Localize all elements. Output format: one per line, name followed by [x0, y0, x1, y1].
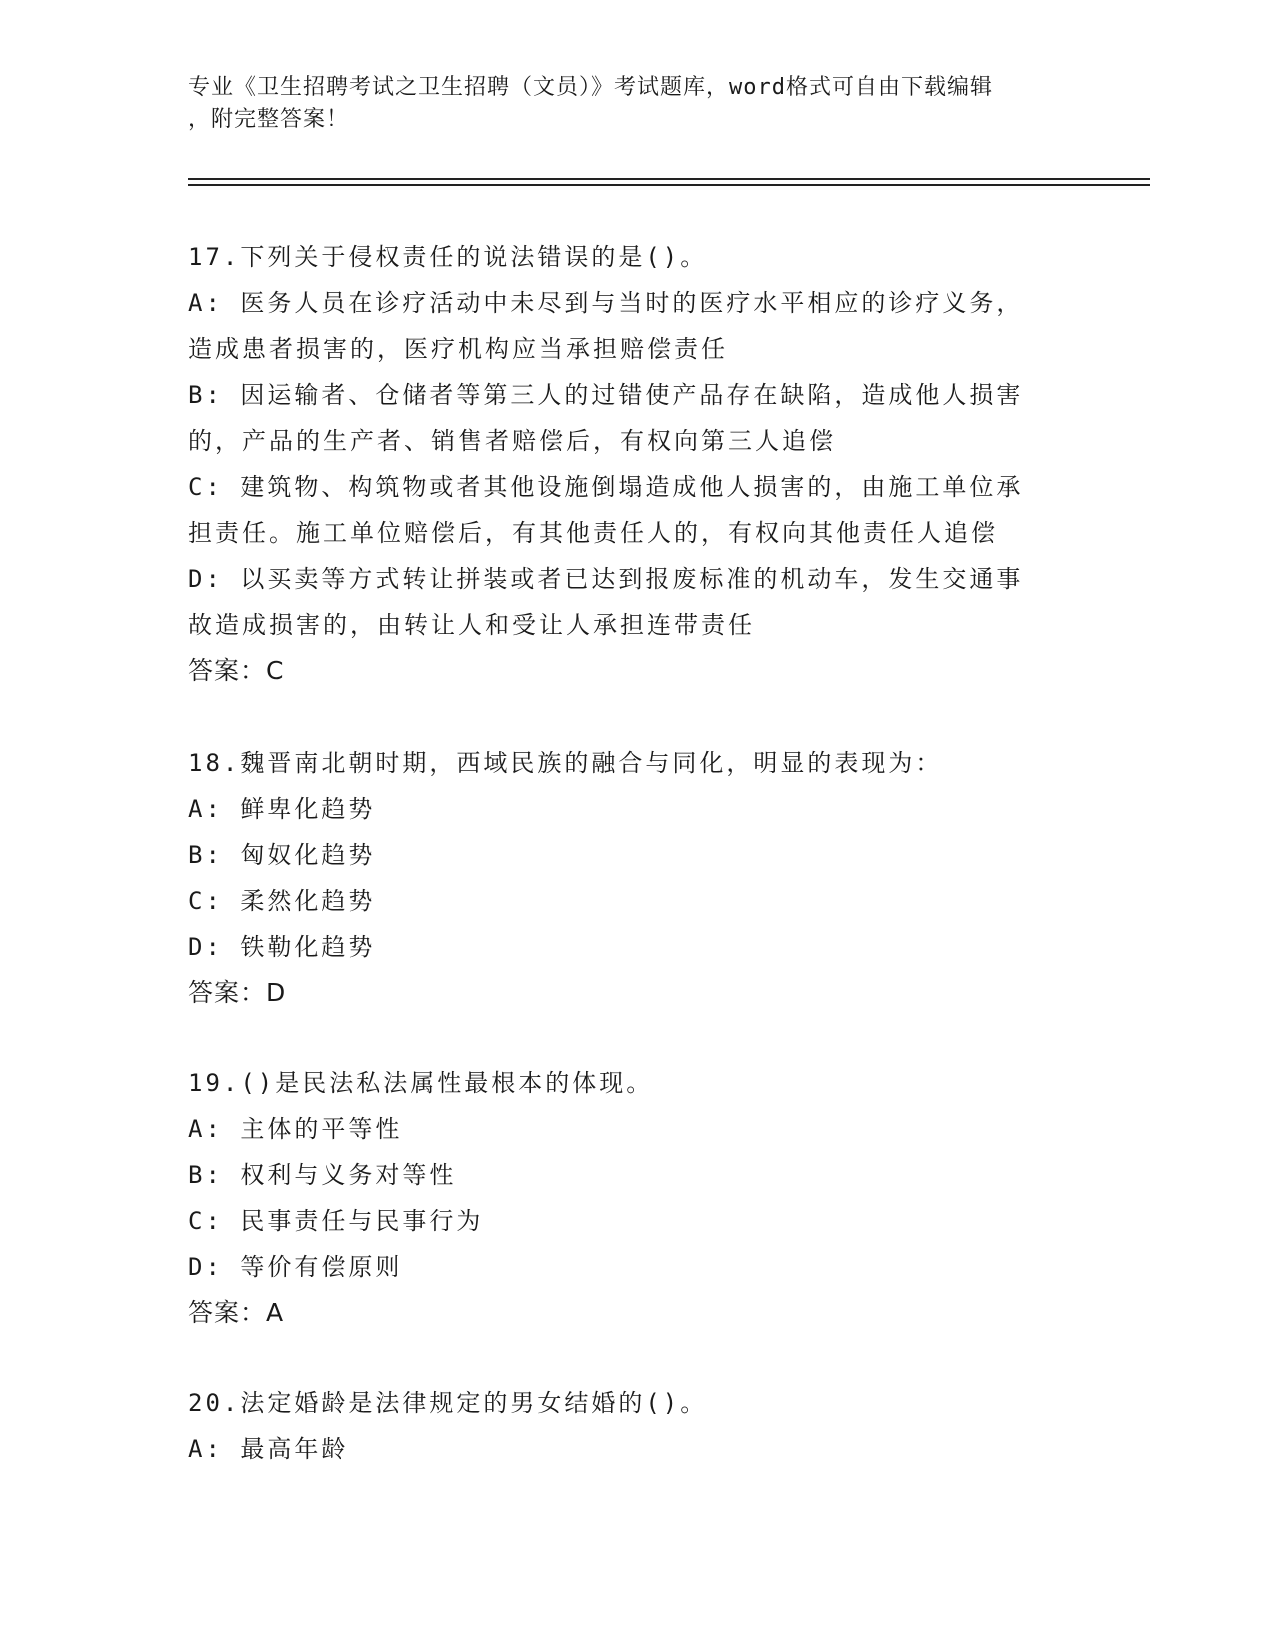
option-a: A: 最高年龄: [188, 1435, 349, 1463]
document-header: [188, 72, 1088, 136]
question-19: [188, 1060, 1088, 1336]
option-b: B: 权利与义务对等性: [188, 1161, 457, 1189]
answer-label: 答案：D: [188, 978, 287, 1007]
question-20: [188, 1380, 1088, 1472]
header-divider-top: [188, 178, 1150, 180]
option-d: D: 等价有偿原则: [188, 1253, 403, 1281]
option-d: D: 铁勒化趋势: [188, 933, 376, 961]
option-c: C: 民事责任与民事行为: [188, 1207, 484, 1235]
option-a: A: 鲜卑化趋势: [188, 795, 376, 823]
header-line-1: 专业《卫生招聘考试之卫生招聘（文员）》考试题库，word格式可自由下载编辑: [188, 75, 993, 100]
option-line: 造成患者损害的，医疗机构应当承担赔偿责任: [188, 335, 728, 363]
option-a: A: 主体的平等性: [188, 1115, 403, 1143]
option-line: B: 因运输者、仓储者等第三人的过错使产品存在缺陷，造成他人损害: [188, 381, 1024, 409]
option-line: D: 以买卖等方式转让拼装或者已达到报废标准的机动车，发生交通事: [188, 565, 1024, 593]
question-stem: 19.()是民法私法属性最根本的体现。: [188, 1069, 654, 1097]
option-line: 担责任。施工单位赔偿后，有其他责任人的，有权向其他责任人追偿: [188, 519, 998, 547]
question-stem: 18.魏晋南北朝时期，西域民族的融合与同化，明显的表现为：: [188, 749, 943, 777]
header-divider-bottom: [188, 184, 1150, 186]
question-stem: 20.法定婚龄是法律规定的男女结婚的()。: [188, 1389, 708, 1417]
question-stem: 17.下列关于侵权责任的说法错误的是()。: [188, 243, 708, 271]
option-line: A: 医务人员在诊疗活动中未尽到与当时的医疗水平相应的诊疗义务，: [188, 289, 1024, 317]
option-b: B: 匈奴化趋势: [188, 841, 376, 869]
question-17: [188, 234, 1088, 694]
option-c: C: 柔然化趋势: [188, 887, 376, 915]
option-line: C: 建筑物、构筑物或者其他设施倒塌造成他人损害的，由施工单位承: [188, 473, 1024, 501]
option-line: 故造成损害的，由转让人和受让人承担连带责任: [188, 611, 755, 639]
header-line-2: ，附完整答案！: [188, 107, 350, 132]
answer-label: 答案：A: [188, 1298, 285, 1327]
answer-label: 答案：C: [188, 656, 285, 685]
question-18: [188, 740, 1088, 1016]
option-line: 的，产品的生产者、销售者赔偿后，有权向第三人追偿: [188, 427, 836, 455]
